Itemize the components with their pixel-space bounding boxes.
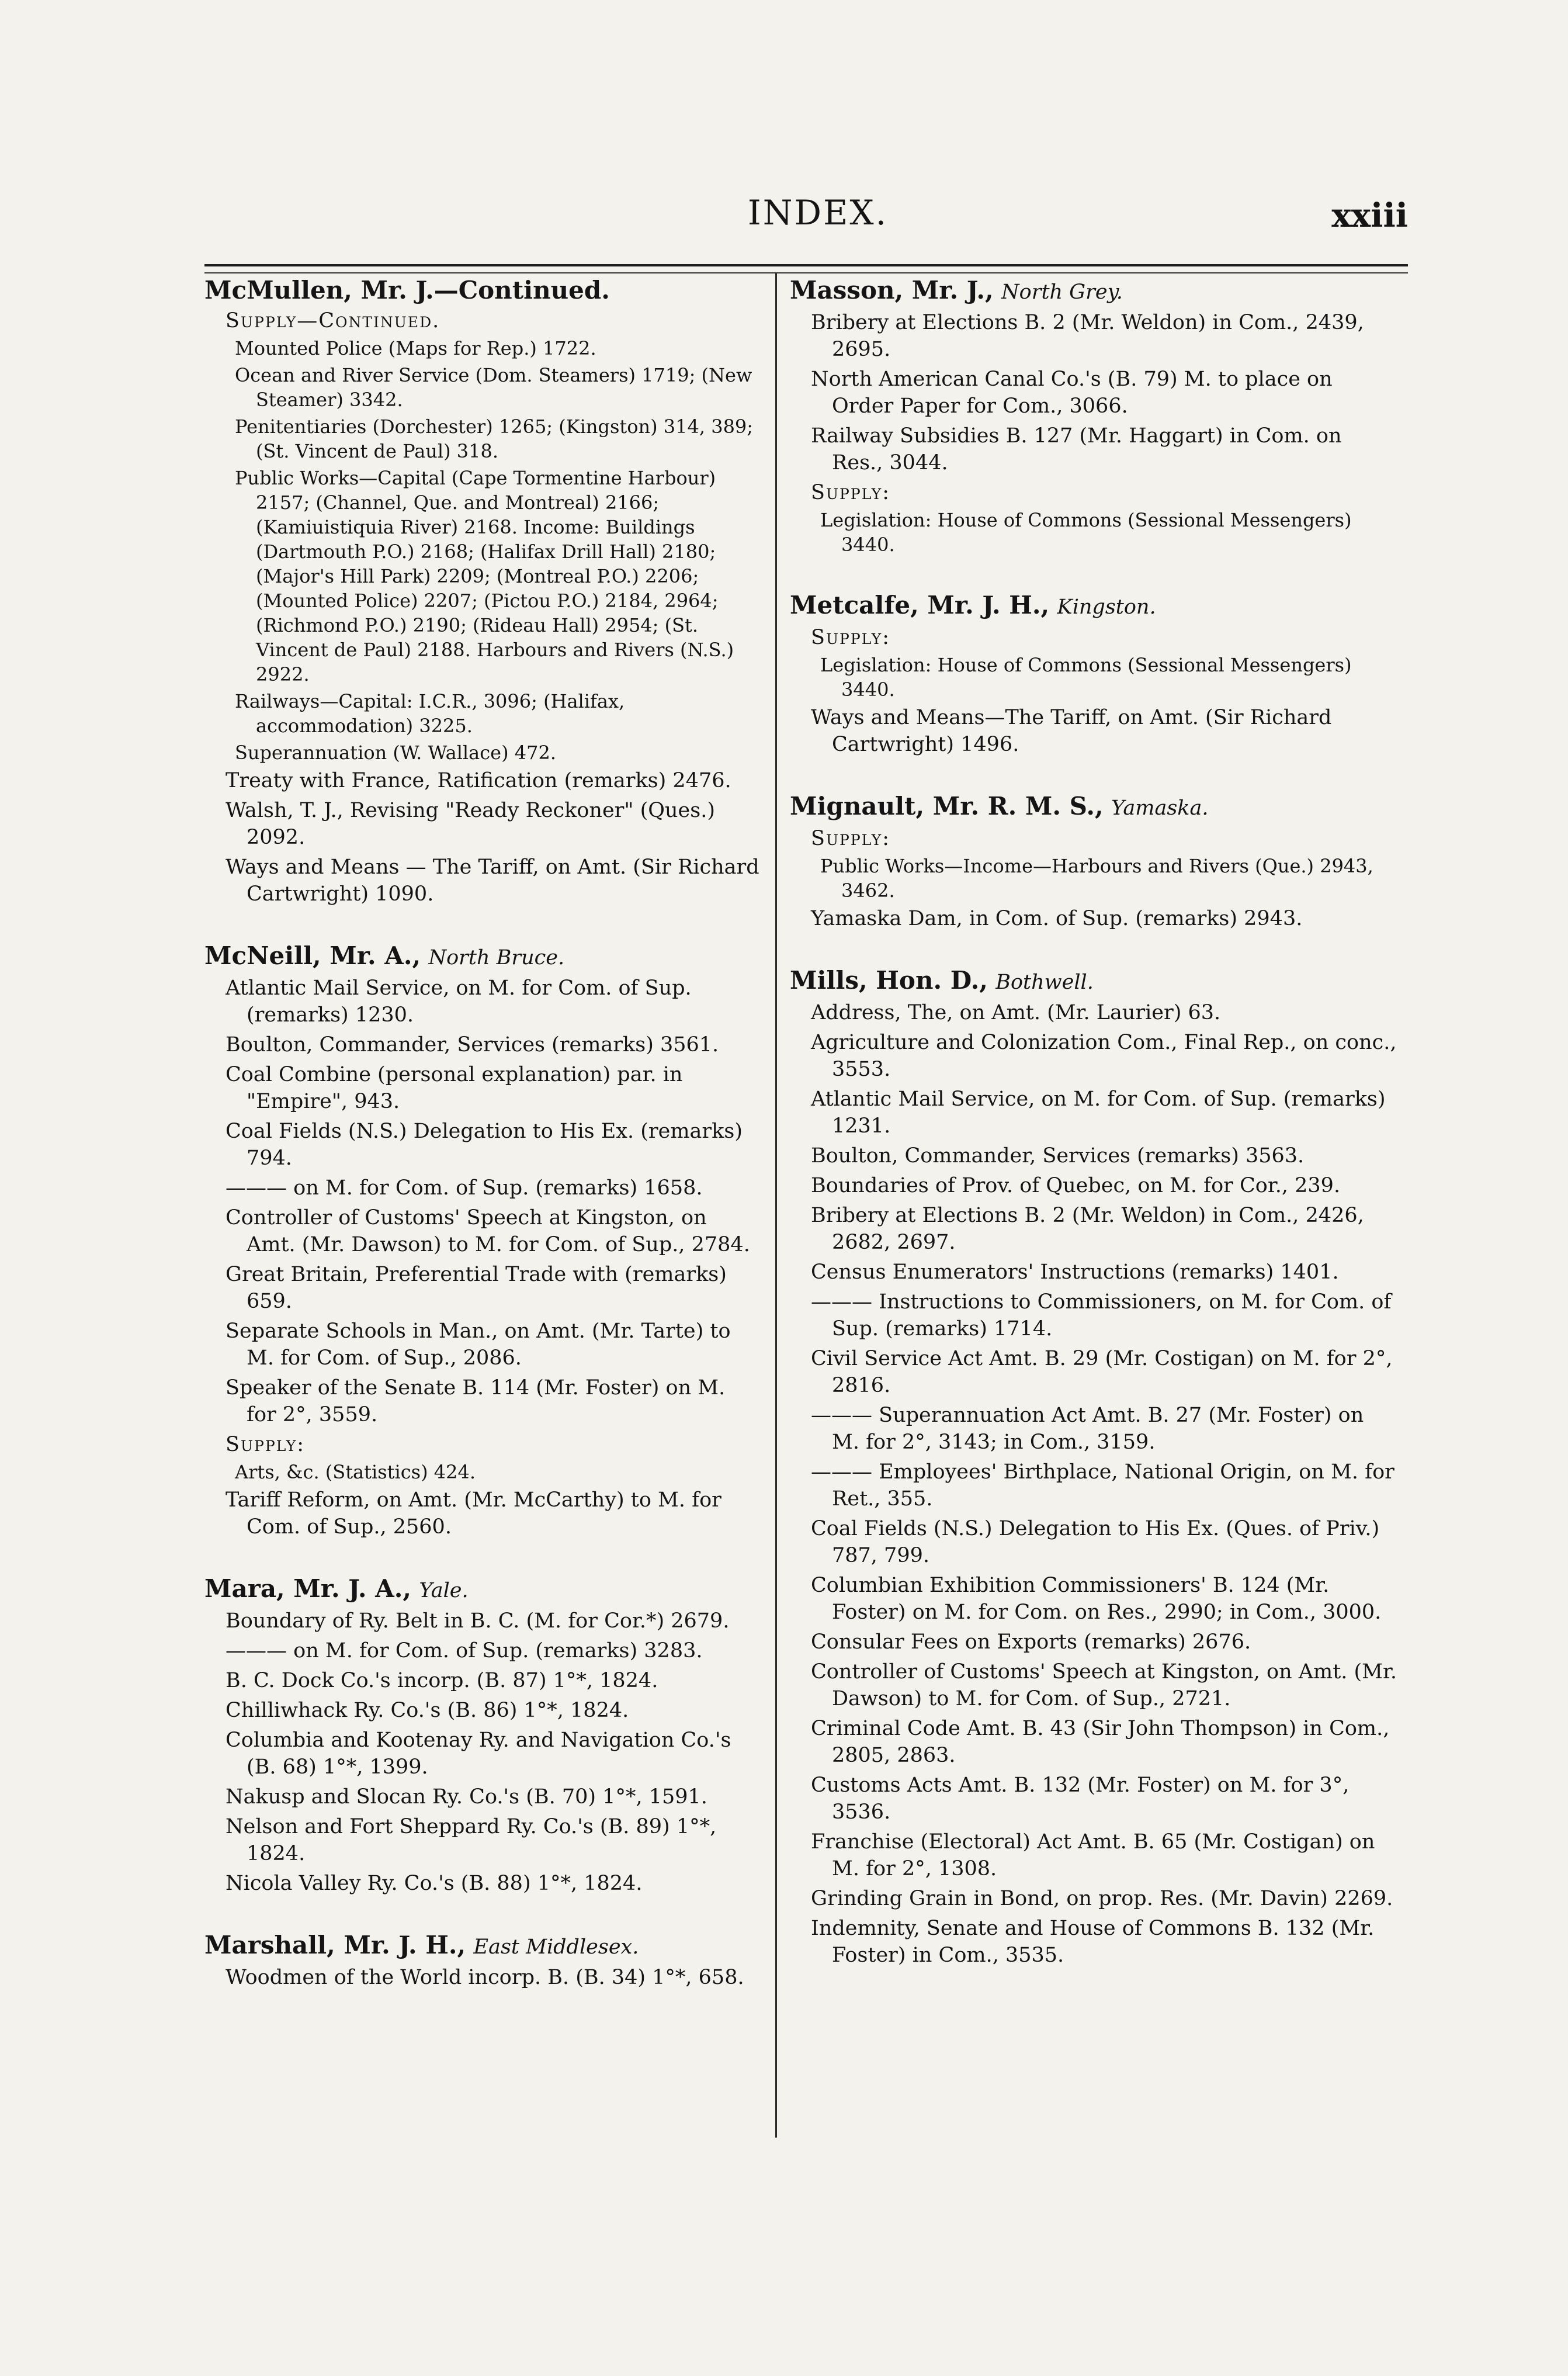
index-item: Customs Acts Amt. B. 132 (Mr. Foster) on M. for 3°, 3536. xyxy=(811,1774,1350,1824)
entry-heading xyxy=(790,791,1397,824)
index-item: Chilliwhack Ry. Co.'s (B. 86) 1°*, 1824. xyxy=(226,1699,629,1722)
entry-heading xyxy=(204,275,759,306)
subentry: Legislation: House of Commons (Sessional Messengers) 3440. xyxy=(820,509,1352,556)
index-item: Boundary of Ry. Belt in B. C. (M. for Cor.*) 2679. xyxy=(226,1609,730,1633)
index-item: Speaker of the Senate B. 114 (Mr. Foster) on M. for 2°, 3559. xyxy=(226,1376,726,1426)
subentry: Mounted Police (Maps for Rep.) 1722. xyxy=(235,337,596,359)
member-name: Mills, Hon. D., xyxy=(790,966,988,995)
index-item: Ways and Means — The Tariff, on Amt. (Sir Richard Cartwright) 1090. xyxy=(226,856,759,906)
index-item: Walsh, T. J., Revising "Ready Reckoner" (Ques.) 2092. xyxy=(226,799,715,849)
index-item: Boundaries of Prov. of Quebec, on M. for Cor., 239. xyxy=(811,1174,1341,1197)
member-name: McNeill, Mr. A., xyxy=(204,941,421,970)
left-column xyxy=(204,275,759,1994)
constituency: East Middlesex. xyxy=(473,1935,639,1959)
entry-heading xyxy=(204,940,759,974)
index-item: Nicola Valley Ry. Co.'s (B. 88) 1°*, 1824. xyxy=(226,1872,643,1895)
subentry: Public Works—Income—Harbours and Rivers (Que.) 2943, 3462. xyxy=(820,855,1373,902)
subentry: Public Works—Capital (Cape Tormentine Harbour) 2157; (Channel, Que. and Montreal) 2166; (Kamiuistiquia River) 2168. Income: Buildings (Dartmouth P.O.) 2168; (Halifax Drill Hall) 2180; (Major's Hill Park) 2209; (Montreal P.O.) 2206; (Mounted Police) 2207; (Pictou P.O.) 2184, 2964; (Richmond P.O.) 2190; (Rideau Hall) 2954; (St. Vincent de Paul) 2188. Harbours and Rivers (N.S.) 2922. xyxy=(235,467,734,685)
header-rule-thin xyxy=(204,272,1408,273)
entry-heading xyxy=(204,1573,759,1606)
index-item: Consular Fees on Exports (remarks) 2676. xyxy=(811,1630,1251,1654)
constituency: North Grey. xyxy=(1001,280,1123,304)
member-name: Masson, Mr. J., xyxy=(790,276,994,304)
index-item: ——— Employees' Birthplace, National Origin, on M. for Ret., 355. xyxy=(811,1460,1394,1511)
page-title: INDEX. xyxy=(747,193,889,233)
constituency: Bothwell. xyxy=(995,971,1094,994)
index-entry xyxy=(204,1573,759,1897)
subentry: Penitentiaries (Dorchester) 1265; (Kingston) 314, 389; (St. Vincent de Paul) 318. xyxy=(235,415,754,462)
member-name: Metcalfe, Mr. J. H., xyxy=(790,591,1050,619)
index-item: Coal Fields (N.S.) Delegation to His Ex. (Ques. of Priv.) 787, 799. xyxy=(811,1517,1380,1567)
index-entry xyxy=(790,791,1397,932)
index-item: Nakusp and Slocan Ry. Co.'s (B. 70) 1°*, 1591. xyxy=(226,1785,707,1809)
index-item: Coal Combine (personal explanation) par. in "Empire", 943. xyxy=(226,1063,683,1113)
member-name: McMullen, Mr. J.—Continued. xyxy=(204,276,610,304)
index-item: Ways and Means—The Tariff, on Amt. (Sir Richard Cartwright) 1496. xyxy=(811,706,1332,756)
index-item: Tariff Reform, on Amt. (Mr. McCarthy) to M. for Com. of Sup., 2560. xyxy=(226,1488,721,1539)
constituency: Yale. xyxy=(419,1579,469,1602)
constituency: Kingston. xyxy=(1057,595,1156,619)
index-item: Agriculture and Colonization Com., Final Rep., on conc., 3553. xyxy=(811,1031,1397,1081)
section-heading: Supply: xyxy=(226,1433,305,1456)
index-item: Bribery at Elections B. 2 (Mr. Weldon) in Com., 2439, 2695. xyxy=(811,311,1364,361)
index-item: Census Enumerators' Instructions (remarks) 1401. xyxy=(811,1260,1339,1284)
index-item: Boulton, Commander, Services (remarks) 3563. xyxy=(811,1144,1305,1168)
running-head xyxy=(228,193,1408,245)
index-item: Atlantic Mail Service, on M. for Com. of Sup. (remarks) 1230. xyxy=(226,976,692,1027)
index-item: ——— on M. for Com. of Sup. (remarks) 1658. xyxy=(226,1176,703,1200)
section-heading: Supply—Continued. xyxy=(226,309,440,332)
index-item: Great Britain, Preferential Trade with (remarks) 659. xyxy=(226,1263,727,1313)
column-divider xyxy=(775,273,777,2138)
index-item: Columbia and Kootenay Ry. and Navigation Co.'s (B. 68) 1°*, 1399. xyxy=(226,1729,731,1779)
index-item: B. C. Dock Co.'s incorp. (B. 87) 1°*, 1824. xyxy=(226,1669,658,1692)
index-item: ——— Superannuation Act Amt. B. 27 (Mr. Foster) on M. for 2°, 3143; in Com., 3159. xyxy=(811,1404,1364,1454)
index-item: ——— on M. for Com. of Sup. (remarks) 3283. xyxy=(226,1639,703,1662)
section-heading: Supply: xyxy=(811,481,890,504)
subentry: Arts, &c. (Statistics) 424. xyxy=(235,1461,476,1483)
index-item: Civil Service Act Amt. B. 29 (Mr. Costigan) on M. for 2°, 2816. xyxy=(811,1347,1393,1397)
index-item: Atlantic Mail Service, on M. for Com. of Sup. (remarks) 1231. xyxy=(811,1087,1386,1138)
index-entry xyxy=(204,940,759,1540)
right-column xyxy=(790,275,1397,1972)
entry-heading xyxy=(204,1930,759,1963)
index-item: Treaty with France, Ratification (remarks) 2476. xyxy=(226,769,731,792)
entry-heading xyxy=(790,275,1397,308)
index-entry xyxy=(790,590,1397,758)
page-number: xxiii xyxy=(1331,196,1408,235)
index-item: North American Canal Co.'s (B. 79) M. to place on Order Paper for Com., 3066. xyxy=(811,368,1333,418)
index-entry xyxy=(204,275,759,908)
index-item: Coal Fields (N.S.) Delegation to His Ex. (remarks) 794. xyxy=(226,1120,743,1170)
section-heading: Supply: xyxy=(811,827,890,850)
index-item: Boulton, Commander, Services (remarks) 3561. xyxy=(226,1033,719,1057)
entry-heading xyxy=(790,590,1397,623)
index-item: Nelson and Fort Sheppard Ry. Co.'s (B. 89) 1°*, 1824. xyxy=(226,1815,717,1865)
index-item: Franchise (Electoral) Act Amt. B. 65 (Mr. Costigan) on M. for 2°, 1308. xyxy=(811,1830,1375,1880)
index-item: Separate Schools in Man., on Amt. (Mr. Tarte) to M. for Com. of Sup., 2086. xyxy=(226,1319,731,1370)
subentry: Railways—Capital: I.C.R., 3096; (Halifax, accommodation) 3225. xyxy=(235,690,625,737)
member-name: Mignault, Mr. R. M. S., xyxy=(790,792,1104,820)
member-name: Mara, Mr. J. A., xyxy=(204,1574,411,1603)
index-item: Bribery at Elections B. 2 (Mr. Weldon) in Com., 2426, 2682, 2697. xyxy=(811,1204,1364,1254)
subentry: Superannuation (W. Wallace) 472. xyxy=(235,742,556,764)
index-entry xyxy=(204,1930,759,1991)
index-item: Railway Subsidies B. 127 (Mr. Haggart) in Com. on Res., 3044. xyxy=(811,424,1342,474)
index-entry xyxy=(790,275,1397,557)
constituency: North Bruce. xyxy=(428,946,565,969)
member-name: Marshall, Mr. J. H., xyxy=(204,1931,466,1959)
index-item: Indemnity, Senate and House of Commons B. 132 (Mr. Foster) in Com., 3535. xyxy=(811,1917,1375,1967)
section-heading: Supply: xyxy=(811,626,890,649)
entry-heading xyxy=(790,965,1397,998)
index-item: ——— Instructions to Commissioners, on M. for Com. of Sup. (remarks) 1714. xyxy=(811,1290,1392,1341)
index-item: Address, The, on Amt. (Mr. Laurier) 63. xyxy=(811,1001,1221,1024)
index-item: Controller of Customs' Speech at Kingston, on Amt. (Mr. Dawson) to M. for Com. of Sup., 2784. xyxy=(226,1206,750,1256)
index-item: Woodmen of the World incorp. B. (B. 34) 1°*, 658. xyxy=(226,1966,744,1989)
subentry: Legislation: House of Commons (Sessional Messengers) 3440. xyxy=(820,654,1352,701)
index-entry xyxy=(790,965,1397,1969)
index-item: Columbian Exhibition Commissioners' B. 124 (Mr. Foster) on M. for Com. on Res., 2990; in Com., 3000. xyxy=(811,1574,1382,1624)
index-item: Criminal Code Amt. B. 43 (Sir John Thompson) in Com., 2805, 2863. xyxy=(811,1717,1390,1767)
header-rule xyxy=(204,264,1408,266)
index-item: Controller of Customs' Speech at Kingston, on Amt. (Mr. Dawson) to M. for Com. of Sup., 2721. xyxy=(811,1660,1397,1710)
index-item: Grinding Grain in Bond, on prop. Res. (Mr. Davin) 2269. xyxy=(811,1887,1393,1910)
index-item: Yamaska Dam, in Com. of Sup. (remarks) 2943. xyxy=(811,907,1303,930)
subentry: Ocean and River Service (Dom. Steamers) 1719; (New Steamer) 3342. xyxy=(235,364,752,411)
constituency: Yamaska. xyxy=(1111,796,1209,820)
